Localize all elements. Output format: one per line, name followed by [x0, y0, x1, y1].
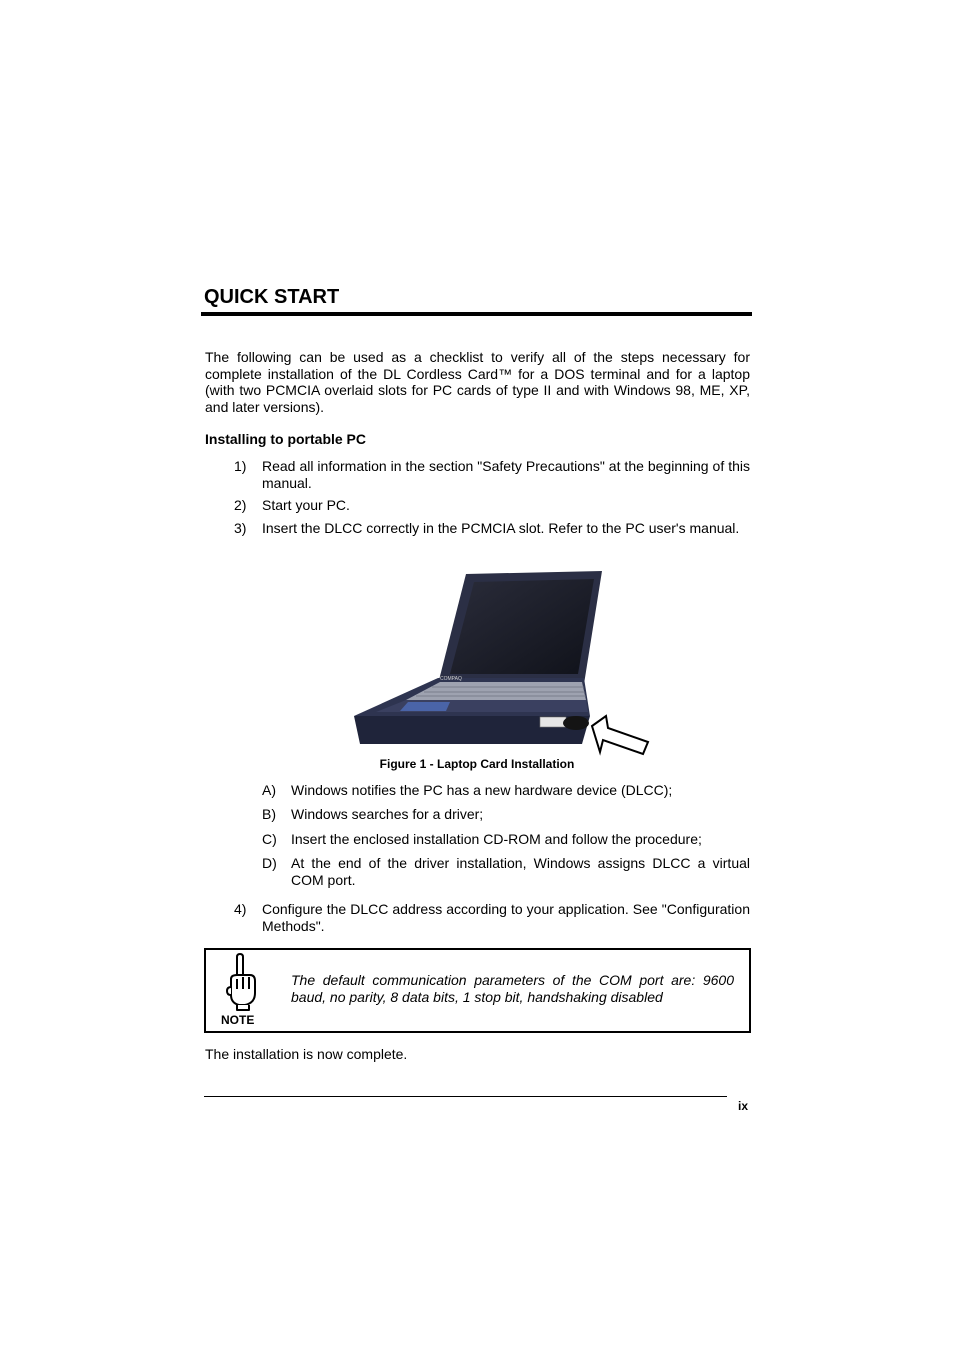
figure-caption: Figure 1 - Laptop Card Installation: [379, 757, 575, 771]
intro-paragraph: The following can be used as a checklist to verify all of the steps necessary for complete installation of the DL Cordless Card™ for a DOS terminal and for a laptop (with two PCMCIA overlaid slots for PC cards of type II and with Windows 98, ME, XP, and later versions).: [205, 349, 750, 415]
substep-text: Windows notifies the PC has a new hardware device (DLCC);: [291, 782, 673, 798]
substep-text: At the end of the driver installation, Windows assigns DLCC a virtual COM port.: [291, 855, 750, 888]
substep-letter: D): [262, 855, 277, 871]
step-text: Start your PC.: [262, 497, 350, 513]
step-text: Insert the DLCC correctly in the PCMCIA slot. Refer to the PC user's manual.: [262, 520, 740, 536]
step-number: 2): [234, 497, 247, 513]
pointing-hand-icon: [224, 953, 258, 1011]
step-text: Read all information in the section "Safety Precautions" at the beginning of this manual.: [262, 458, 750, 491]
step-text: Configure the DLCC address according to your application. See "Configuration Methods".: [262, 901, 750, 934]
note-box: [204, 948, 751, 1033]
note-label: NOTE: [221, 1013, 255, 1027]
substep-letter: A): [262, 782, 276, 798]
section-heading: Installing to portable PC: [205, 431, 367, 447]
page-number: ix: [738, 1099, 749, 1113]
step-number: 1): [234, 458, 247, 474]
note-text: The default communication parameters of the COM port are: 9600 baud, no parity, 8 data bits, 1 stop bit, handshaking disabled: [291, 972, 734, 1005]
footer-rule: [204, 1096, 727, 1097]
laptop-brand: COMPAQ: [440, 676, 462, 682]
substep-letter: C): [262, 831, 277, 847]
step-number: 4): [234, 901, 247, 917]
substep-text: Windows searches for a driver;: [291, 806, 484, 822]
laptop-card-figure: [350, 566, 650, 756]
substep-text: Insert the enclosed installation CD-ROM and follow the procedure;: [291, 831, 702, 847]
step-number: 3): [234, 520, 247, 536]
page-title: QUICK START: [204, 286, 340, 308]
substep-letter: B): [262, 806, 276, 822]
title-rule: [201, 312, 752, 316]
closing-text: The installation is now complete.: [205, 1046, 408, 1062]
